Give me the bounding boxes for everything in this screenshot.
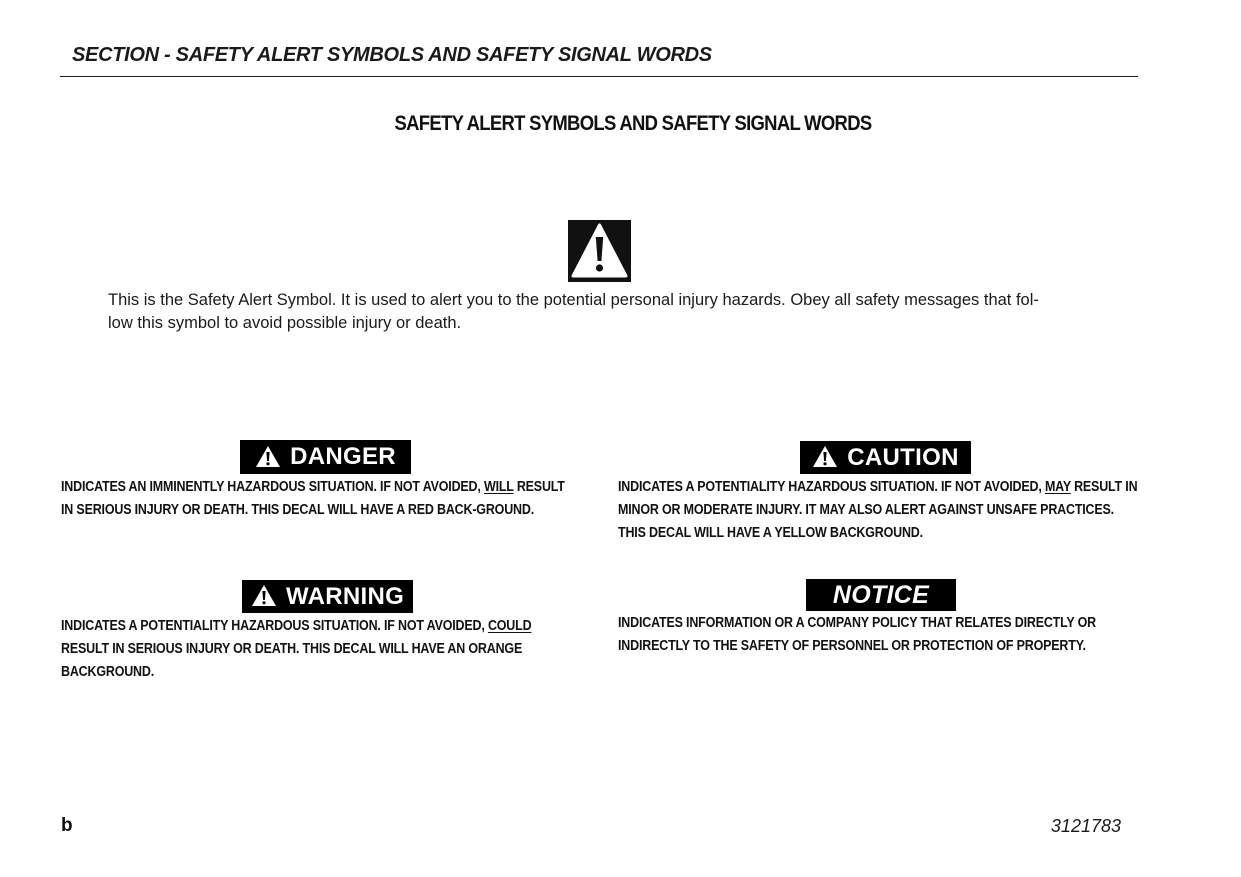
warning-triangle-icon (251, 584, 277, 607)
danger-badge (240, 440, 411, 474)
caution-badge (800, 441, 971, 474)
intro-line: This is the Safety Alert Symbol. It is used to alert you to the potential personal injury hazards. Obey all safety messages that fol- (108, 291, 1039, 309)
warning-label: WARNING (285, 582, 405, 610)
caution-label: CAUTION (847, 443, 959, 471)
caution-text-continued: RESULT IN MINOR OR MODERATE INJURY. IT MAY ALSO ALERT AGAINST UNSAFE PRACTICES. THIS DECAL WILL HAVE A YELLOW BACKGROUND. (618, 479, 1138, 541)
danger-emphasis: WILL (483, 479, 514, 495)
caution-text: INDICATES A POTENTIALITY HAZARDOUS SITUATION. IF NOT AVOIDED, (618, 479, 1045, 495)
danger-label: DANGER (290, 443, 396, 470)
danger-text: INDICATES AN IMMINENTLY HAZARDOUS SITUATION. IF NOT AVOIDED, (61, 479, 484, 495)
caution-emphasis: MAY (1044, 479, 1071, 495)
warning-text: INDICATES A POTENTIALITY HAZARDOUS SITUATION. IF NOT AVOIDED, (61, 618, 488, 634)
warning-emphasis: COULD (487, 618, 532, 634)
warning-text-continued: RESULT IN SERIOUS INJURY OR DEATH. THIS DECAL WILL HAVE AN ORANGE BACKGROUND. (61, 641, 523, 680)
intro-line: low this symbol to avoid possible injury or death. (108, 314, 462, 332)
danger-description (61, 476, 572, 522)
caution-description (618, 476, 1143, 545)
header-divider (60, 76, 1138, 77)
notice-text: INDICATES INFORMATION OR A COMPANY POLICY THAT RELATES DIRECTLY OR INDIRECTLY TO THE SAFETY OF PERSONNEL OR PROTECTION OF PROPERTY. (618, 615, 1096, 654)
notice-label: NOTICE (832, 580, 930, 609)
warning-triangle-icon (812, 445, 838, 468)
warning-description (61, 615, 572, 684)
danger-text-continued: RESULT IN SERIOUS INJURY OR DEATH. THIS DECAL WILL HAVE A RED BACK-GROUND. (61, 479, 565, 518)
warning-badge (242, 580, 413, 613)
intro-paragraph (108, 289, 1108, 335)
safety-alert-symbol-icon (568, 220, 631, 282)
section-header: SECTION - SAFETY ALERT SYMBOLS AND SAFETY SIGNAL WORDS (72, 44, 712, 66)
page-letter: b (61, 815, 73, 836)
notice-description (618, 612, 1143, 658)
warning-triangle-icon (255, 445, 281, 468)
notice-badge (806, 579, 956, 611)
page-title: SAFETY ALERT SYMBOLS AND SAFETY SIGNAL WORDS (394, 112, 872, 135)
document-number: 3121783 (1050, 816, 1121, 836)
